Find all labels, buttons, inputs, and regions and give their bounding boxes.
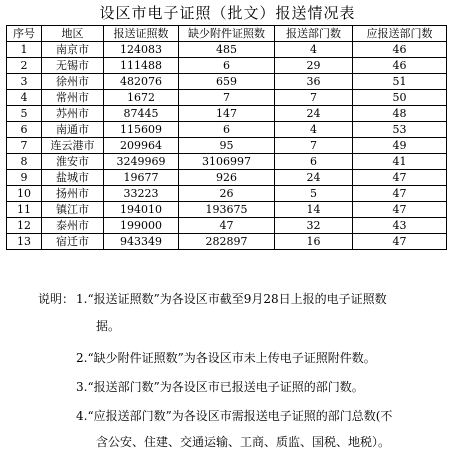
cell-submitted-licenses: 115609 [104, 122, 179, 138]
cell-missing-attachments: 47 [179, 218, 275, 234]
cell-submitted-departments: 36 [275, 74, 353, 90]
cell-submitted-licenses: 111488 [104, 58, 179, 74]
cell-region: 淮安市 [42, 154, 104, 170]
cell-submitted-licenses: 19677 [104, 170, 179, 186]
cell-submitted-licenses: 943349 [104, 234, 179, 250]
cell-submitted-departments: 24 [275, 106, 353, 122]
cell-missing-attachments: 3106997 [179, 154, 275, 170]
cell-submitted-departments: 6 [275, 154, 353, 170]
cell-index: 12 [7, 218, 42, 234]
note-item-2: 2.“缺少附件证照数”为各设区市未上传电子证照附件数。 [76, 351, 376, 365]
cell-submitted-licenses: 124083 [104, 42, 179, 58]
cell-required-departments: 47 [353, 234, 447, 250]
cell-region: 泰州市 [42, 218, 104, 234]
cell-missing-attachments: 926 [179, 170, 275, 186]
cell-region: 苏州市 [42, 106, 104, 122]
cell-index: 6 [7, 122, 42, 138]
cell-missing-attachments: 147 [179, 106, 275, 122]
cell-submitted-departments: 16 [275, 234, 353, 250]
cell-missing-attachments: 6 [179, 58, 275, 74]
cell-missing-attachments: 485 [179, 42, 275, 58]
cell-submitted-departments: 14 [275, 202, 353, 218]
cell-missing-attachments: 193675 [179, 202, 275, 218]
cell-submitted-departments: 7 [275, 138, 353, 154]
cell-submitted-licenses: 3249969 [104, 154, 179, 170]
cell-region: 南京市 [42, 42, 104, 58]
col-header-required-departments: 应报送部门数 [353, 26, 447, 42]
cell-required-departments: 53 [353, 122, 447, 138]
cell-required-departments: 50 [353, 90, 447, 106]
cell-submitted-licenses: 199000 [104, 218, 179, 234]
cell-index: 11 [7, 202, 42, 218]
page-title: 设区市电子证照（批文）报送情况表 [99, 4, 356, 22]
cell-missing-attachments: 659 [179, 74, 275, 90]
cell-missing-attachments: 6 [179, 122, 275, 138]
note-item-1-continued: 据。 [96, 319, 121, 333]
cell-missing-attachments: 7 [179, 90, 275, 106]
cell-required-departments: 47 [353, 186, 447, 202]
cell-index: 4 [7, 90, 42, 106]
cell-submitted-licenses: 33223 [104, 186, 179, 202]
cell-index: 2 [7, 58, 42, 74]
cell-missing-attachments: 26 [179, 186, 275, 202]
cell-region: 常州市 [42, 90, 104, 106]
cell-region: 扬州市 [42, 186, 104, 202]
cell-submitted-licenses: 194010 [104, 202, 179, 218]
cell-submitted-departments: 4 [275, 42, 353, 58]
cell-region: 镇江市 [42, 202, 104, 218]
col-header-missing-attachments: 缺少附件证照数 [179, 26, 275, 42]
cell-required-departments: 47 [353, 170, 447, 186]
cell-index: 1 [7, 42, 42, 58]
cell-index: 13 [7, 234, 42, 250]
cell-required-departments: 43 [353, 218, 447, 234]
col-header-region: 地区 [42, 26, 104, 42]
cell-index: 8 [7, 154, 42, 170]
cell-required-departments: 47 [353, 202, 447, 218]
cell-region: 连云港市 [42, 138, 104, 154]
cell-required-departments: 51 [353, 74, 447, 90]
cell-submitted-departments: 24 [275, 170, 353, 186]
cell-region: 无锡市 [42, 58, 104, 74]
cell-required-departments: 49 [353, 138, 447, 154]
cell-required-departments: 46 [353, 42, 447, 58]
cell-submitted-departments: 32 [275, 218, 353, 234]
cell-index: 5 [7, 106, 42, 122]
cell-submitted-departments: 4 [275, 122, 353, 138]
cell-missing-attachments: 95 [179, 138, 275, 154]
cell-missing-attachments: 282897 [179, 234, 275, 250]
col-header-submitted-departments: 报送部门数 [275, 26, 353, 42]
cell-submitted-licenses: 1672 [104, 90, 179, 106]
cell-index: 3 [7, 74, 42, 90]
cell-required-departments: 41 [353, 154, 447, 170]
note-item-3: 3.“报送部门数”为各设区市已报送电子证照的部门数。 [76, 380, 364, 394]
cell-submitted-departments: 5 [275, 186, 353, 202]
cell-submitted-licenses: 87445 [104, 106, 179, 122]
cell-region: 宿迁市 [42, 234, 104, 250]
cell-region: 徐州市 [42, 74, 104, 90]
notes-label: 说明： [38, 292, 75, 306]
cell-index: 9 [7, 170, 42, 186]
note-item-1: 1.“报送证照数”为各设区市截至9月28日上报的电子证照数 [76, 292, 387, 306]
cell-submitted-departments: 29 [275, 58, 353, 74]
cell-index: 10 [7, 186, 42, 202]
col-header-index: 序号 [7, 26, 42, 42]
note-item-4: 4.“应报送部门数”为各设区市需报送电子证照的部门总数(不 [76, 409, 393, 423]
cell-required-departments: 48 [353, 106, 447, 122]
cell-region: 盐城市 [42, 170, 104, 186]
cell-submitted-licenses: 482076 [104, 74, 179, 90]
cell-index: 7 [7, 138, 42, 154]
cell-required-departments: 46 [353, 58, 447, 74]
note-item-4-continued: 含公安、住建、交通运输、工商、质监、国税、地税）。 [96, 435, 391, 449]
cell-submitted-departments: 7 [275, 90, 353, 106]
cell-submitted-licenses: 209964 [104, 138, 179, 154]
cell-region: 南通市 [42, 122, 104, 138]
col-header-submitted-licenses: 报送证照数 [104, 26, 179, 42]
